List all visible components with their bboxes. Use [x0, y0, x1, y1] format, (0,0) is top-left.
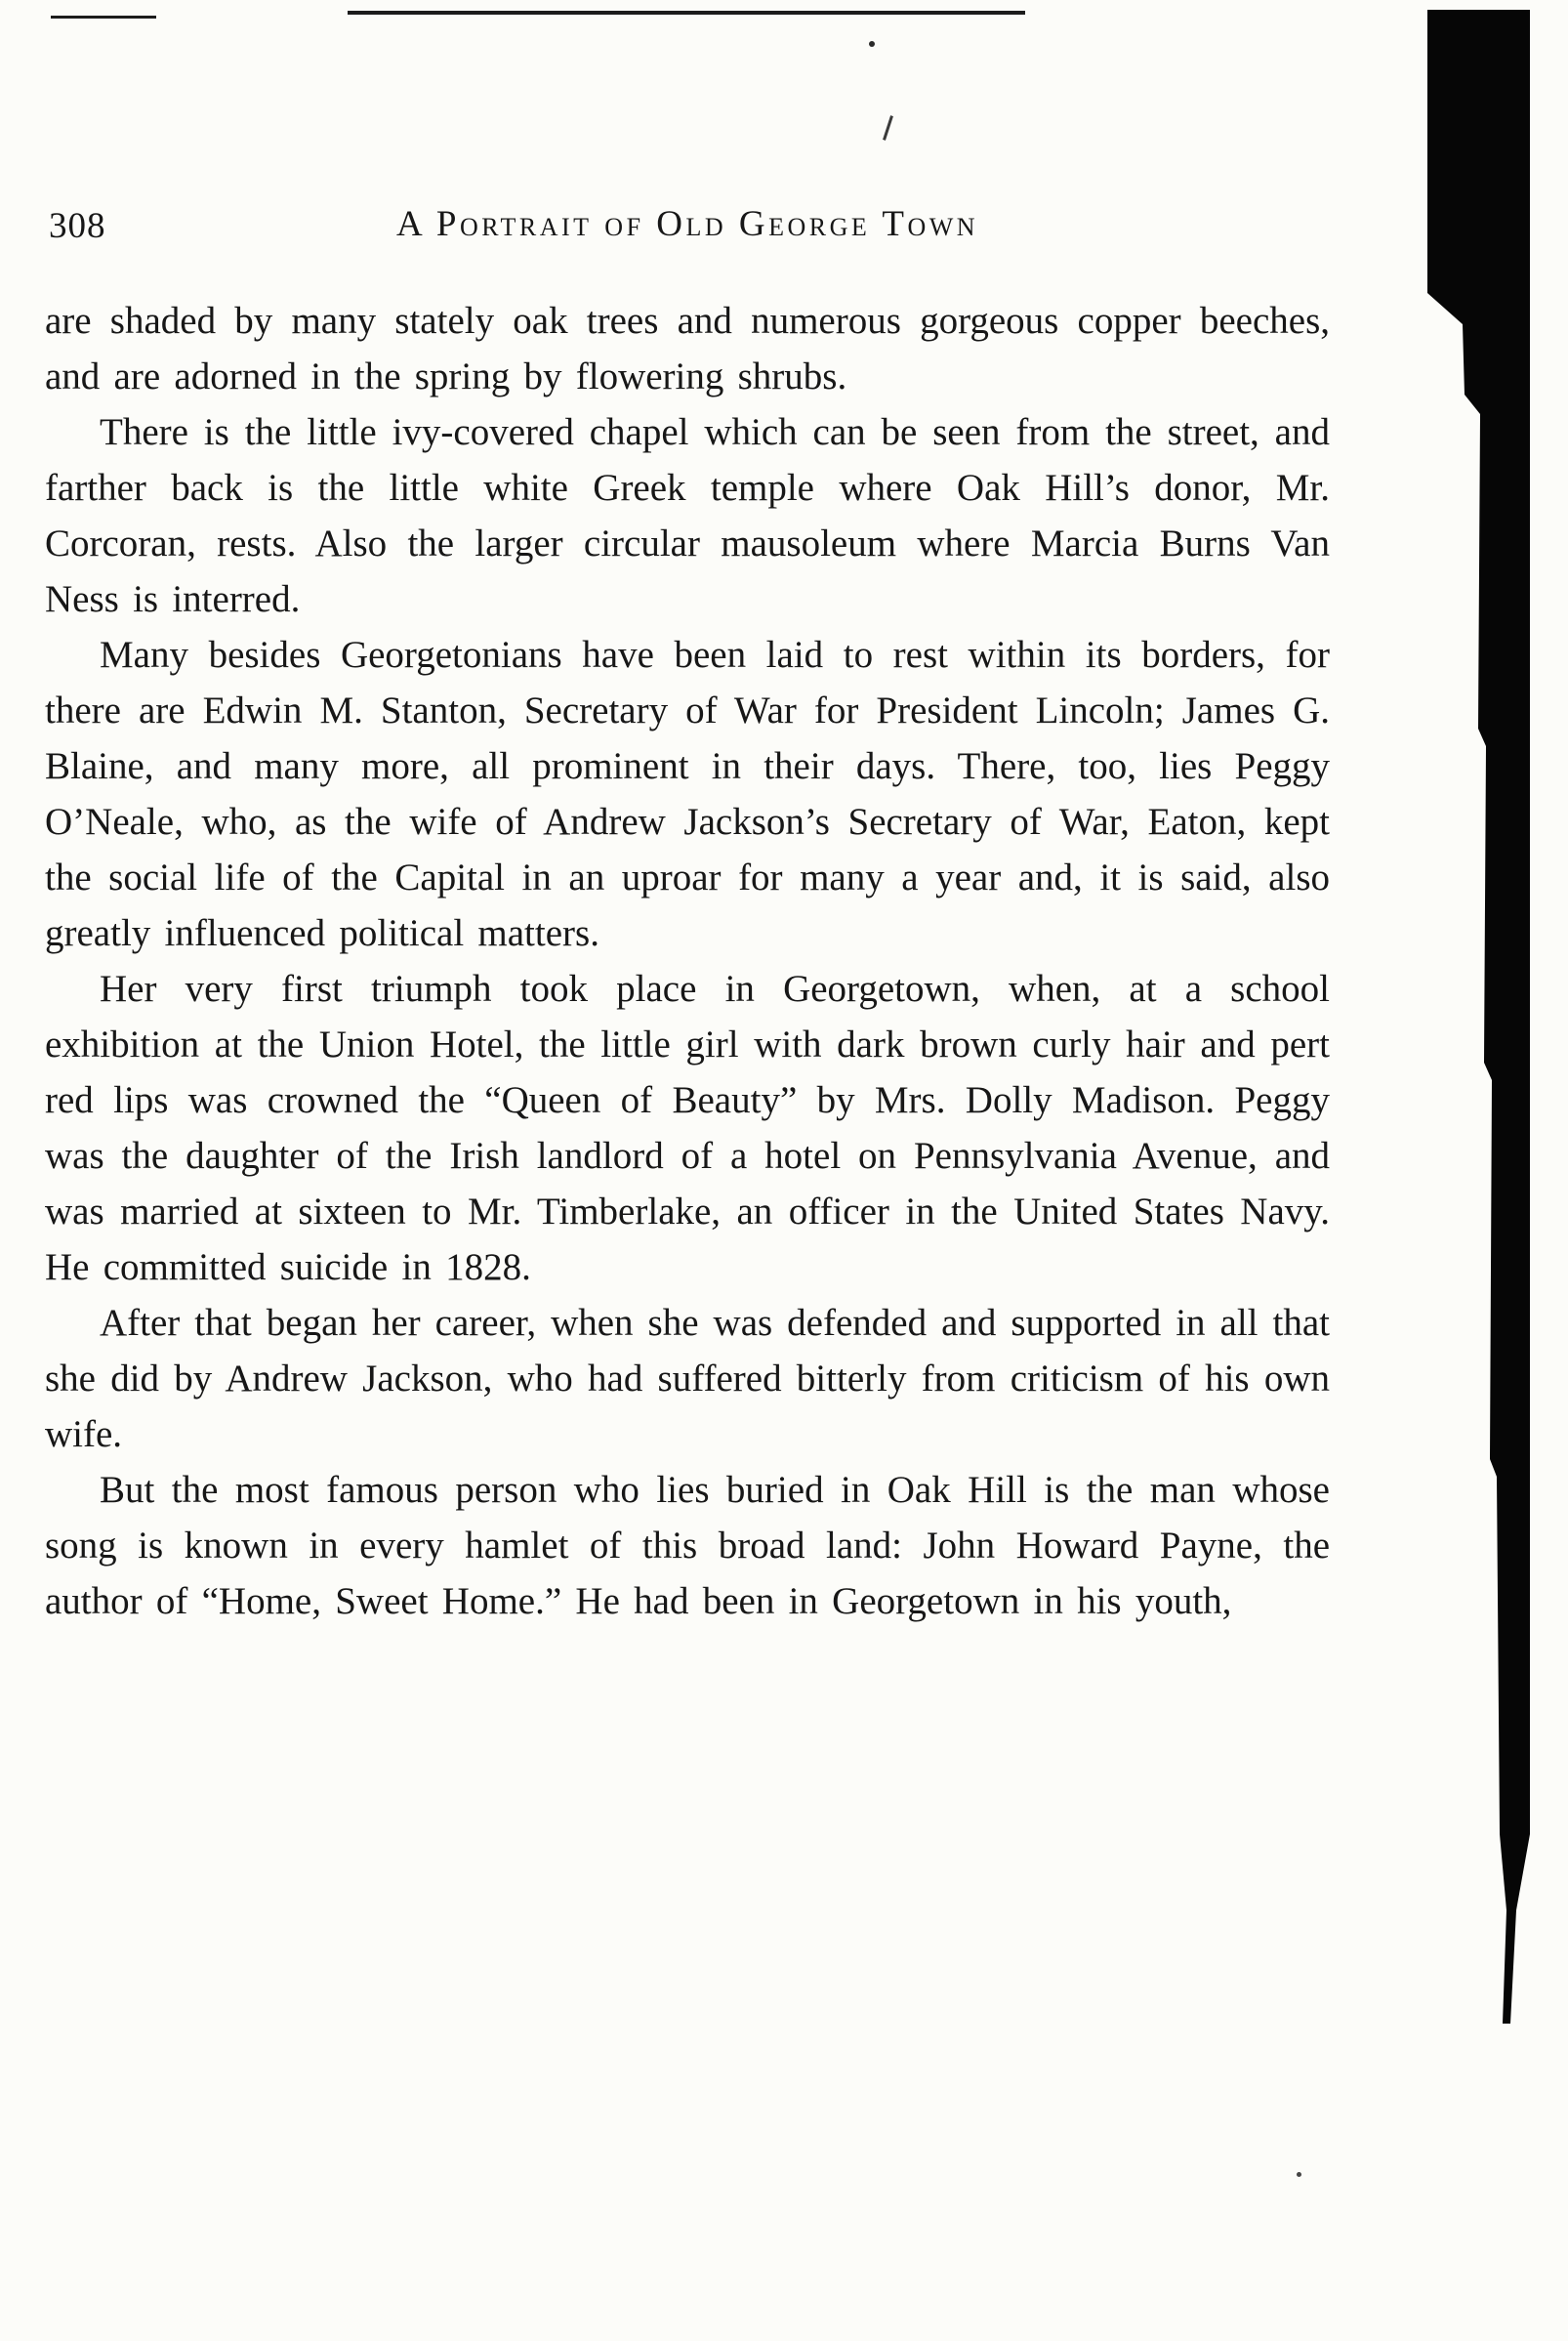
page-header — [45, 203, 1330, 252]
paragraph: Her very first triumph took place in Georgetown, when, at a school exhibition at the Union Hotel, the little girl with dark brown curly hair and pert red lips was crowned the “Queen of Beauty” by Mrs. Dolly Madison. Peggy was the daughter of the Irish landlord of a hotel on Pennsylvania Avenue, and was married at sixteen to Mr. Timberlake, an officer in the United States Navy. He committed suicide in 1828. — [45, 968, 1330, 1288]
paragraph: There is the little ivy-covered chapel which can be seen from the street, and farther back is the little white Greek temple where Oak Hill’s donor, Mr. Corcoran, rests. Also the larger circular mausoleum where Marcia Burns Van Ness is interred. — [45, 411, 1330, 620]
paragraph: are shaded by many stately oak trees and numerous gorgeous copper beeches, and are adorned in the spring by flowering shrubs. — [45, 300, 1330, 397]
paragraph: Many besides Georgetonians have been laid to rest within its borders, for there are Edwin M. Stanton, Secretary of War for President Lincoln; James G. Blaine, and many more, all prominent in their days. There, too, lies Peggy O’Neale, who, as the wife of Andrew Jackson’s Secretary of War, Eaton, kept the social life of the Capital in an uproar for many a year and, it is said, also greatly influenced political matters. — [45, 634, 1330, 954]
page-number: 308 — [49, 206, 106, 246]
running-title: A Portrait of Old George Town — [395, 204, 979, 244]
paragraph: After that began her career, when she was defended and supported in all that she did by Andrew Jackson, who had suffered bitterly from criticism of his own wife. — [45, 1302, 1330, 1455]
text-block — [45, 293, 1330, 1629]
paragraph: But the most famous person who lies buried in Oak Hill is the man whose song is known in every hamlet of this broad land: John Howard Payne, the author of “Home, Sweet Home.” He had been in Georgetown in his youth, — [45, 1469, 1330, 1622]
